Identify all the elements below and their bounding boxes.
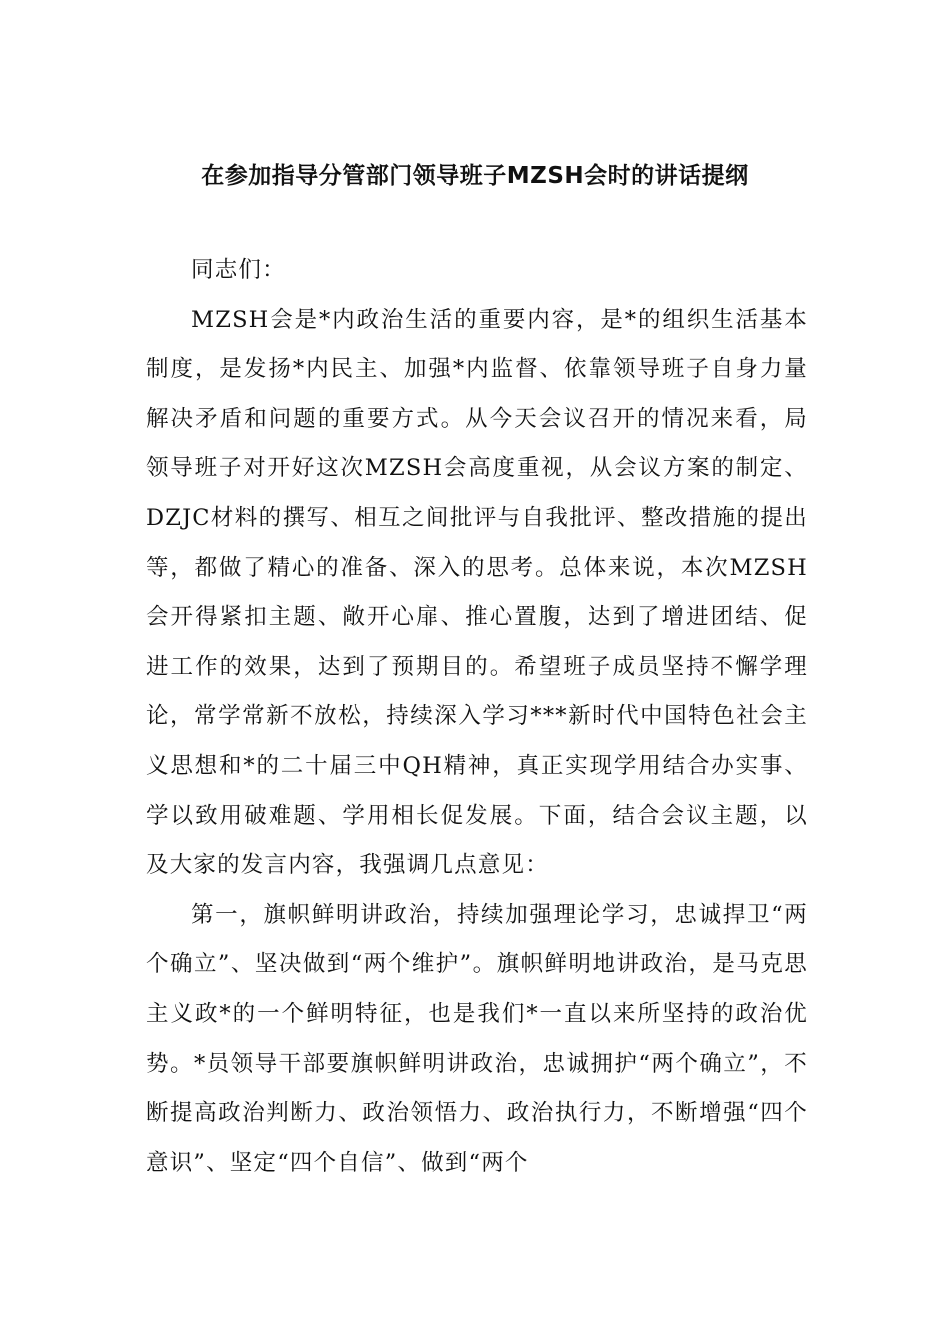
document-title: 在参加指导分管部门领导班子MZSH会时的讲话提纲 (201, 163, 749, 189)
salutation: 同志们： (191, 257, 286, 283)
paragraph-2: 第一，旗帜鲜明讲政治，持续加强理论学习，忠诚捍卫“两个确立”、坚决做到“两个维护”。旗帜鲜明地讲政治，是马克思主义政*的一个鲜明特征，也是我们*一直以来所坚持的政治优势。*员领导干部要旗帜鲜明讲政治，忠诚拥护“两个确立”，不断提高政治判断力、政治领悟力、政治执行力，不断增强“四个意识”、坚定“四个自信”、做到“两个 (146, 901, 808, 1176)
paragraph-1: MZSH会是*内政治生活的重要内容，是*的组织生活基本制度，是发扬*内民主、加强*内监督、依靠领导班子自身力量解决矛盾和问题的重要方式。从今天会议召开的情况来看，局领导班子对开好这次MZSH会高度重视，从会议方案的制定、DZJC材料的撰写、相互之间批评与自我批评、整改措施的提出等，都做了精心的准备、深入的思考。总体来说，本次MZSH会开得紧扣主题、敞开心扉、推心置腹，达到了增进团结、促进工作的效果，达到了预期目的。希望班子成员坚持不懈学理论，常学常新不放松，持续深入学习***新时代中国特色社会主义思想和*的二十届三中QH精神，真正实现学用结合办实事、学以致用破难题、学用相长促发展。下面，结合会议主题，以及大家的发言内容，我强调几点意见： (146, 306, 808, 879)
document-body (146, 246, 808, 1188)
